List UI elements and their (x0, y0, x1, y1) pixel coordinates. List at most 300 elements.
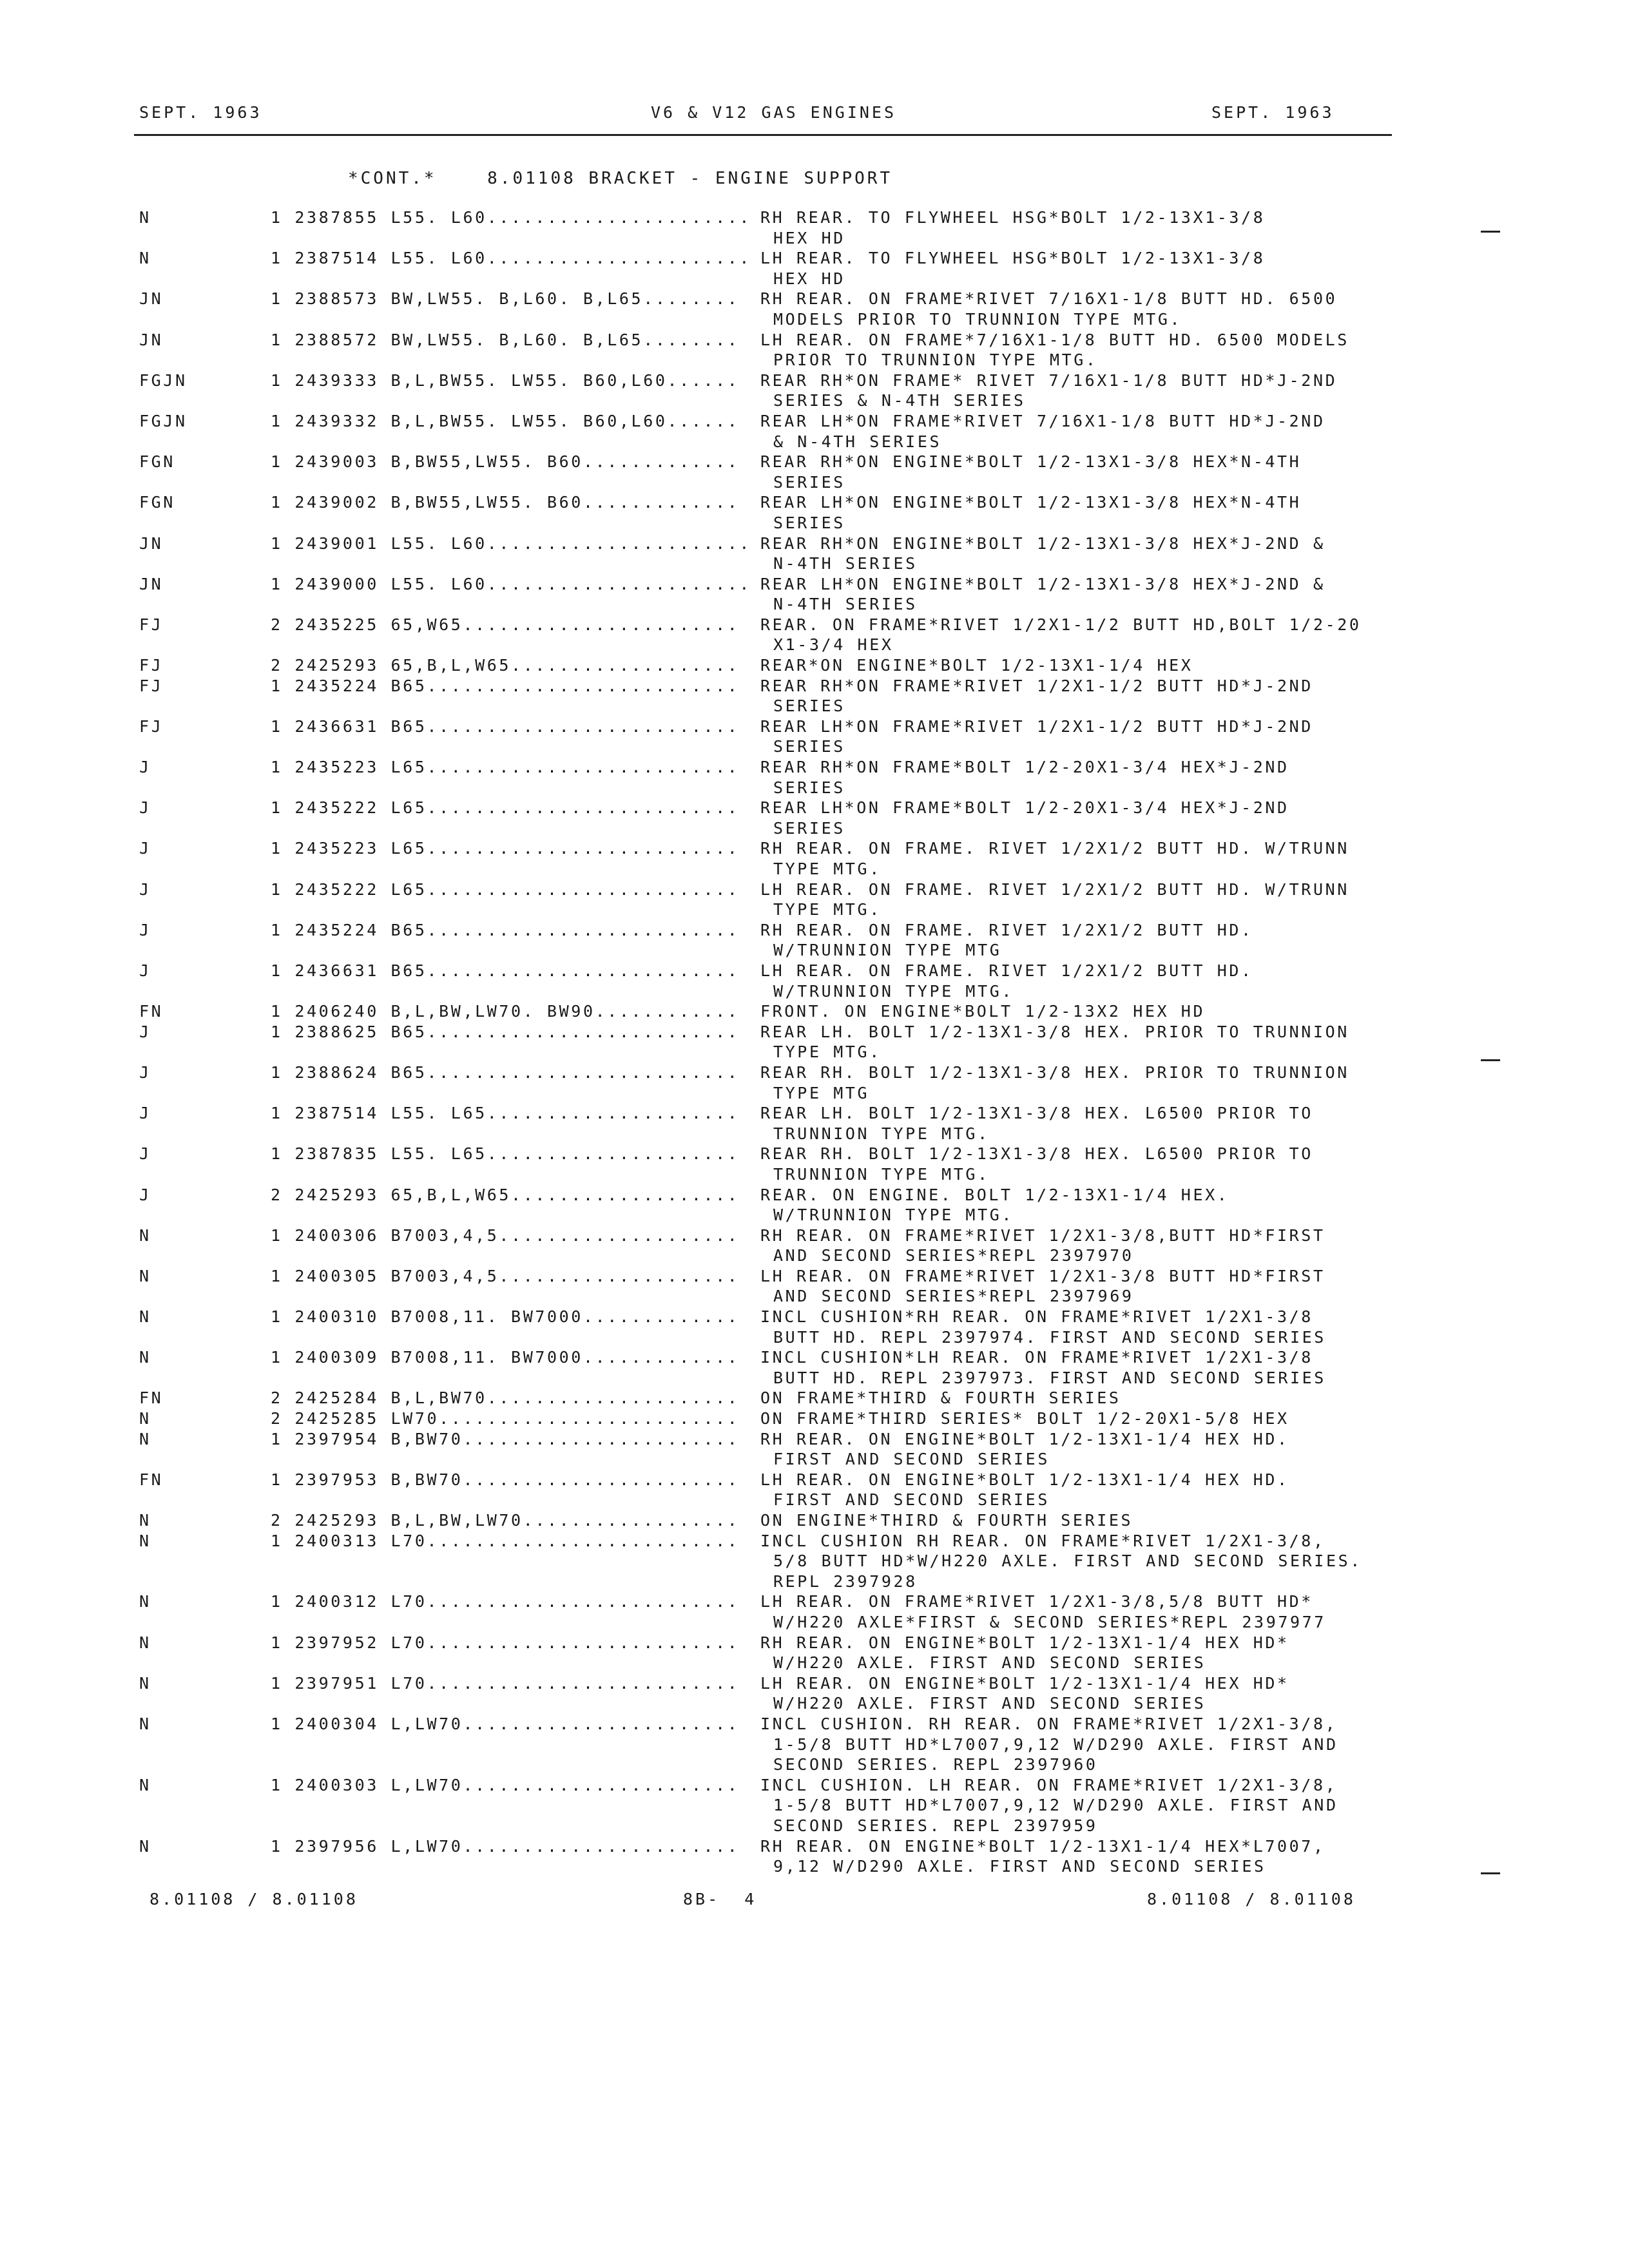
model-code: JN (139, 289, 164, 309)
table-row (0, 1836, 1629, 1877)
application: B65.......................... (390, 920, 740, 939)
part-number: 2436631 (294, 961, 379, 980)
qty-part-app (271, 492, 739, 513)
qty-part-app (271, 1836, 739, 1857)
description: REAR RH*ON ENGINE*BOLT 1/2-13X1-3/8 HEX*N-4TH (760, 452, 1302, 472)
quantity: 1 (271, 920, 283, 939)
description-continued: N-4TH SERIES (773, 595, 918, 614)
part-number: 2400305 (294, 1266, 379, 1285)
model-code: N (139, 1348, 151, 1367)
quantity: 1 (271, 676, 283, 695)
table-row (0, 248, 1629, 289)
application: B65.......................... (390, 676, 740, 695)
quantity: 1 (271, 1225, 283, 1245)
application: B,L,BW55. LW55. B60,L60...... (390, 411, 740, 430)
table-row (0, 961, 1629, 1001)
part-number: 2400304 (294, 1714, 379, 1733)
quantity: 1 (271, 330, 283, 349)
application: B65.......................... (390, 716, 740, 736)
qty-part-app (271, 1408, 739, 1429)
margin-tick (1481, 1872, 1500, 1874)
qty-part-app (271, 1144, 739, 1164)
description-continued: TRUNNION TYPE MTG. (773, 1124, 990, 1143)
part-number: 2425293 (294, 656, 379, 675)
model-code: JN (139, 574, 164, 593)
application: L65.......................... (390, 839, 740, 858)
model-code: J (139, 1022, 151, 1041)
model-code: N (139, 1673, 151, 1693)
quantity: 1 (271, 452, 283, 472)
part-number: 2397952 (294, 1633, 379, 1652)
model-code: J (139, 961, 151, 980)
table-row (0, 207, 1629, 248)
qty-part-app (271, 1470, 739, 1490)
qty-part-app (271, 289, 739, 309)
description-continued: SERIES (773, 737, 845, 756)
table-row (0, 1307, 1629, 1347)
model-code: N (139, 1775, 151, 1794)
part-number: 2387835 (294, 1144, 379, 1164)
quantity: 1 (271, 1836, 283, 1856)
application: B7008,11. BW7000............. (390, 1348, 740, 1367)
part-number: 2397953 (294, 1470, 379, 1489)
description-continued: TYPE MTG (773, 1083, 870, 1102)
part-number: 2400303 (294, 1775, 379, 1794)
table-row (0, 1633, 1629, 1673)
qty-part-app (271, 1388, 739, 1408)
part-number: 2435223 (294, 839, 379, 858)
description-continued: TYPE MTG. (773, 1043, 882, 1062)
model-code: J (139, 798, 151, 818)
application: B,L,BW55. LW55. B60,L60...... (390, 370, 740, 390)
quantity: 1 (271, 1266, 283, 1285)
quantity: 2 (271, 1511, 283, 1530)
part-number: 2439001 (294, 533, 379, 553)
application: L,LW70....................... (390, 1714, 740, 1733)
description-continued: HEX HD (773, 228, 845, 247)
quantity: 1 (271, 961, 283, 980)
quantity: 1 (271, 879, 283, 899)
table-row (0, 879, 1629, 920)
table-row (0, 574, 1629, 615)
model-code: N (139, 1225, 151, 1245)
qty-part-app (271, 716, 739, 737)
quantity: 1 (271, 411, 283, 430)
description-continued: AND SECOND SERIES*REPL 2397969 (773, 1287, 1134, 1306)
qty-part-app (271, 920, 739, 941)
description-continued: SECOND SERIES. REPL 2397959 (773, 1816, 1098, 1835)
application: 65,B,L,W65................... (390, 1185, 740, 1204)
application: B,BW55,LW55. B60............. (390, 493, 740, 512)
quantity: 1 (271, 249, 283, 268)
application: BW,LW55. B,L60. B,L65........ (390, 289, 740, 309)
description: LH REAR. TO FLYWHEEL HSG*BOLT 1/2-13X1-3/8 (760, 249, 1266, 268)
description-continued: SERIES (773, 697, 845, 716)
description-continued: W/TRUNNION TYPE MTG (773, 941, 1002, 960)
model-code: J (139, 1185, 151, 1204)
quantity: 1 (271, 1592, 283, 1611)
description: REAR. ON ENGINE. BOLT 1/2-13X1-1/4 HEX. (760, 1185, 1229, 1204)
model-code: J (139, 920, 151, 939)
description-continued: SERIES (773, 778, 845, 797)
qty-part-app (271, 411, 739, 432)
model-code: J (139, 758, 151, 777)
application: L,LW70....................... (390, 1836, 740, 1856)
table-row (0, 1388, 1629, 1408)
part-number: 2425293 (294, 1185, 379, 1204)
model-code: N (139, 1429, 151, 1448)
application: 65,B,L,W65................... (390, 656, 740, 675)
model-code: FGJN (139, 411, 188, 430)
table-row (0, 1591, 1629, 1632)
qty-part-app (271, 1307, 739, 1327)
part-number: 2439000 (294, 574, 379, 593)
quantity: 1 (271, 1714, 283, 1733)
description: REAR RH*ON FRAME* RIVET 7/16X1-1/8 BUTT HD*J-2ND (760, 370, 1338, 390)
qty-part-app (271, 838, 739, 859)
application: L55. L65..................... (390, 1144, 740, 1164)
part-number: 2387514 (294, 249, 379, 268)
description-continued: HEX HD (773, 269, 845, 288)
quantity: 1 (271, 1062, 283, 1082)
quantity: 1 (271, 1002, 283, 1021)
quantity: 1 (271, 1104, 283, 1123)
description-continued: 1-5/8 BUTT HD*L7007,9,12 W/D290 AXLE. FIRST AND (773, 1735, 1338, 1754)
description: REAR RH. BOLT 1/2-13X1-3/8 HEX. PRIOR TO TRUNNION (760, 1062, 1349, 1082)
qty-part-app (271, 330, 739, 351)
description: REAR RH*ON ENGINE*BOLT 1/2-13X1-3/8 HEX*J-2ND & (760, 533, 1325, 553)
description: ON FRAME*THIRD & FOURTH SERIES (760, 1389, 1121, 1408)
description-continued: W/H220 AXLE*FIRST & SECOND SERIES*REPL 2397977 (773, 1612, 1326, 1631)
part-number: 2439003 (294, 452, 379, 472)
application: B65.......................... (390, 1062, 740, 1082)
model-code: FGN (139, 452, 175, 472)
application: L65.......................... (390, 879, 740, 899)
quantity: 1 (271, 1531, 283, 1550)
qty-part-app (271, 757, 739, 778)
table-row (0, 1531, 1629, 1592)
model-code: FN (139, 1470, 164, 1489)
qty-part-app (271, 1775, 739, 1796)
part-number: 2439333 (294, 370, 379, 390)
description-continued: MODELS PRIOR TO TRUNNION TYPE MTG. (773, 309, 1182, 329)
description: INCL CUSHION. RH REAR. ON FRAME*RIVET 1/2X1-3/8, (760, 1714, 1338, 1733)
description: RH REAR. ON FRAME. RIVET 1/2X1/2 BUTT HD. (760, 920, 1253, 939)
qty-part-app (271, 1429, 739, 1450)
application: L55. L65..................... (390, 1104, 740, 1123)
application: B7008,11. BW7000............. (390, 1307, 740, 1327)
part-number: 2400312 (294, 1592, 379, 1611)
model-code: FJ (139, 676, 164, 695)
table-row (0, 1429, 1629, 1470)
model-code: N (139, 208, 151, 227)
application: BW,LW55. B,L60. B,L65........ (390, 330, 740, 349)
qty-part-app (271, 1266, 739, 1287)
application: L70.......................... (390, 1531, 740, 1550)
application: L,LW70....................... (390, 1775, 740, 1794)
quantity: 1 (271, 798, 283, 818)
model-code: J (139, 1062, 151, 1082)
part-number: 2388625 (294, 1022, 379, 1041)
part-number: 2400310 (294, 1307, 379, 1327)
qty-part-app (271, 1633, 739, 1653)
margin-tick (1481, 231, 1500, 233)
qty-part-app (271, 248, 751, 269)
model-code: FGN (139, 493, 175, 512)
application: B7003,4,5.................... (390, 1266, 740, 1285)
table-row (0, 1470, 1629, 1510)
model-code: N (139, 1714, 151, 1733)
qty-part-app (271, 615, 739, 635)
description-continued: 5/8 BUTT HD*W/H220 AXLE. FIRST AND SECOND SERIES. (773, 1552, 1362, 1571)
quantity: 2 (271, 1185, 283, 1204)
part-number: 2439002 (294, 493, 379, 512)
model-code: N (139, 1633, 151, 1652)
description: LH REAR. ON FRAME*RIVET 1/2X1-3/8,5/8 BUTT HD* (760, 1592, 1313, 1611)
table-row (0, 1022, 1629, 1062)
table-row (0, 655, 1629, 676)
model-code: N (139, 1531, 151, 1550)
part-number: 2397954 (294, 1429, 379, 1448)
model-code: N (139, 249, 151, 268)
quantity: 1 (271, 1348, 283, 1367)
description: REAR. ON FRAME*RIVET 1/2X1-1/2 BUTT HD,BOLT 1/2-20 (760, 615, 1362, 634)
table-row (0, 1347, 1629, 1388)
application: L55. L60...................... (390, 574, 752, 593)
description: RH REAR. ON FRAME*RIVET 1/2X1-3/8,BUTT HD*FIRST (760, 1225, 1325, 1245)
description-continued: 9,12 W/D290 AXLE. FIRST AND SECOND SERIES (773, 1857, 1266, 1876)
model-code: FN (139, 1389, 164, 1408)
header-rule (134, 134, 1392, 136)
description: RH REAR. ON ENGINE*BOLT 1/2-13X1-1/4 HEX HD. (760, 1429, 1289, 1448)
application: L65.......................... (390, 798, 740, 818)
part-number: 2397951 (294, 1673, 379, 1693)
application: B,L,BW70..................... (390, 1389, 740, 1408)
model-code: J (139, 839, 151, 858)
description: FRONT. ON ENGINE*BOLT 1/2-13X2 HEX HD (760, 1002, 1206, 1021)
qty-part-app (271, 676, 739, 697)
qty-part-app (271, 1062, 739, 1083)
part-number: 2406240 (294, 1002, 379, 1021)
table-row (0, 1062, 1629, 1103)
part-number: 2387514 (294, 1104, 379, 1123)
quantity: 1 (271, 1429, 283, 1448)
description: LH REAR. ON FRAME. RIVET 1/2X1/2 BUTT HD. W/TRUNN (760, 879, 1349, 899)
table-row (0, 716, 1629, 757)
part-number: 2388624 (294, 1062, 379, 1082)
application: B,BW70....................... (390, 1429, 740, 1448)
model-code: FN (139, 1002, 164, 1021)
model-code: J (139, 1104, 151, 1123)
description: RH REAR. ON FRAME. RIVET 1/2X1/2 BUTT HD. W/TRUNN (760, 839, 1349, 858)
qty-part-app (271, 452, 739, 472)
description-continued: & N-4TH SERIES (773, 432, 942, 451)
application: B,BW55,LW55. B60............. (390, 452, 740, 472)
part-number: 2435223 (294, 758, 379, 777)
description-continued: W/H220 AXLE. FIRST AND SECOND SERIES (773, 1653, 1206, 1673)
application: L70.......................... (390, 1592, 740, 1611)
qty-part-app (271, 574, 751, 595)
description-continued: TRUNNION TYPE MTG. (773, 1164, 990, 1184)
qty-part-app (271, 798, 739, 818)
model-code: N (139, 1266, 151, 1285)
description: REAR LH*ON ENGINE*BOLT 1/2-13X1-3/8 HEX*J-2ND & (760, 574, 1325, 593)
table-row (0, 615, 1629, 655)
table-row (0, 920, 1629, 961)
part-number: 2439332 (294, 411, 379, 430)
table-row (0, 1225, 1629, 1266)
description-continued: FIRST AND SECOND SERIES (773, 1490, 1050, 1510)
table-row (0, 411, 1629, 452)
table-row (0, 1714, 1629, 1775)
quantity: 2 (271, 1409, 283, 1428)
model-code: N (139, 1409, 151, 1428)
description: LH REAR. ON FRAME. RIVET 1/2X1/2 BUTT HD. (760, 961, 1253, 980)
table-row (0, 330, 1629, 370)
part-number: 2435224 (294, 676, 379, 695)
model-code: J (139, 879, 151, 899)
qty-part-app (271, 1591, 739, 1612)
quantity: 1 (271, 1633, 283, 1652)
description-continued: W/TRUNNION TYPE MTG. (773, 981, 1014, 1001)
qty-part-app (271, 1347, 739, 1368)
quantity: 1 (271, 370, 283, 390)
qty-part-app (271, 533, 751, 554)
description: INCL CUSHION RH REAR. ON FRAME*RIVET 1/2X1-3/8, (760, 1531, 1325, 1550)
table-row (0, 676, 1629, 716)
quantity: 1 (271, 716, 283, 736)
model-code: FJ (139, 716, 164, 736)
description-continued: BUTT HD. REPL 2397974. FIRST AND SECOND SERIES (773, 1327, 1326, 1347)
table-row (0, 452, 1629, 492)
description-continued: SERIES (773, 818, 845, 838)
description-continued: SERIES & N-4TH SERIES (773, 391, 1026, 410)
header-date-right: SEPT. 1963 (1211, 103, 1335, 122)
quantity: 1 (271, 493, 283, 512)
description-continued: N-4TH SERIES (773, 554, 918, 573)
table-row (0, 1266, 1629, 1307)
model-code: N (139, 1836, 151, 1856)
table-row (0, 1673, 1629, 1714)
application: L70.......................... (390, 1673, 740, 1693)
quantity: 2 (271, 615, 283, 634)
header-date-left: SEPT. 1963 (139, 103, 262, 122)
quantity: 1 (271, 1144, 283, 1164)
application: B,BW70....................... (390, 1470, 740, 1489)
description-continued: REPL 2397928 (773, 1571, 918, 1591)
quantity: 1 (271, 839, 283, 858)
description: LH REAR. ON FRAME*7/16X1-1/8 BUTT HD. 6500 MODELS (760, 330, 1349, 349)
qty-part-app (271, 1103, 739, 1124)
description: RH REAR. ON ENGINE*BOLT 1/2-13X1-1/4 HEX HD* (760, 1633, 1289, 1652)
part-number: 2400313 (294, 1531, 379, 1550)
quantity: 1 (271, 758, 283, 777)
quantity: 1 (271, 208, 283, 227)
quantity: 2 (271, 1389, 283, 1408)
application: L55. L60...................... (390, 533, 752, 553)
description: INCL CUSHION*RH REAR. ON FRAME*RIVET 1/2X1-3/8 (760, 1307, 1313, 1327)
part-number: 2425284 (294, 1389, 379, 1408)
description-continued: W/TRUNNION TYPE MTG. (773, 1206, 1014, 1225)
part-number: 2425285 (294, 1409, 379, 1428)
description-continued: FIRST AND SECOND SERIES (773, 1450, 1050, 1469)
footer-ref-right: 8.01108 / 8.01108 (1147, 1890, 1356, 1908)
part-number: 2435225 (294, 615, 379, 634)
application: L55. L60...................... (390, 249, 752, 268)
model-code: JN (139, 330, 164, 349)
application: 65,W65....................... (390, 615, 740, 634)
header-title: V6 & V12 GAS ENGINES (651, 103, 897, 122)
description-continued: W/H220 AXLE. FIRST AND SECOND SERIES (773, 1694, 1206, 1713)
description-continued: X1-3/4 HEX (773, 635, 894, 655)
qty-part-app (271, 961, 739, 981)
parts-list (0, 207, 1629, 1877)
part-number: 2435222 (294, 879, 379, 899)
description-continued: TYPE MTG. (773, 860, 882, 878)
part-number: 2388573 (294, 289, 379, 309)
description-continued: 1-5/8 BUTT HD*L7007,9,12 W/D290 AXLE. FIRST AND (773, 1796, 1338, 1815)
qty-part-app (271, 1022, 739, 1043)
table-row (0, 1103, 1629, 1144)
description-continued: SERIES (773, 472, 845, 492)
table-row (0, 1775, 1629, 1836)
description-continued: AND SECOND SERIES*REPL 2397970 (773, 1246, 1134, 1265)
table-row (0, 1408, 1629, 1429)
qty-part-app (271, 879, 739, 900)
model-code: N (139, 1307, 151, 1327)
application: L65.......................... (390, 758, 740, 777)
description: REAR RH. BOLT 1/2-13X1-3/8 HEX. L6500 PRIOR TO (760, 1144, 1313, 1164)
part-number: 2435222 (294, 798, 379, 818)
qty-part-app (271, 1185, 739, 1206)
qty-part-app (271, 655, 739, 676)
part-number: 2425293 (294, 1511, 379, 1530)
quantity: 1 (271, 574, 283, 593)
model-code: N (139, 1592, 151, 1611)
qty-part-app (271, 1531, 739, 1552)
description: RH REAR. TO FLYWHEEL HSG*BOLT 1/2-13X1-3/8 (760, 208, 1266, 227)
model-code: JN (139, 533, 164, 553)
qty-part-app (271, 1510, 739, 1531)
part-number: 2436631 (294, 716, 379, 736)
table-row (0, 757, 1629, 798)
description: RH REAR. ON ENGINE*BOLT 1/2-13X1-1/4 HEX*L7007, (760, 1836, 1325, 1856)
description: LH REAR. ON ENGINE*BOLT 1/2-13X1-1/4 HEX HD* (760, 1673, 1289, 1693)
model-code: FGJN (139, 370, 188, 390)
description-continued: BUTT HD. REPL 2397973. FIRST AND SECOND SERIES (773, 1368, 1326, 1387)
application: B7003,4,5.................... (390, 1225, 740, 1245)
description-continued: TYPE MTG. (773, 900, 882, 919)
quantity: 1 (271, 1022, 283, 1041)
part-number: 2435224 (294, 920, 379, 939)
application: B,L,BW,LW70.................. (390, 1511, 740, 1530)
description: REAR LH*ON ENGINE*BOLT 1/2-13X1-3/8 HEX*N-4TH (760, 493, 1302, 512)
table-row (0, 838, 1629, 879)
description-continued: SECOND SERIES. REPL 2397960 (773, 1755, 1098, 1774)
table-row (0, 1185, 1629, 1225)
description: REAR RH*ON FRAME*BOLT 1/2-20X1-3/4 HEX*J-2ND (760, 758, 1289, 777)
description: LH REAR. ON ENGINE*BOLT 1/2-13X1-1/4 HEX HD. (760, 1470, 1289, 1489)
description: REAR LH*ON FRAME*BOLT 1/2-20X1-3/4 HEX*J-2ND (760, 798, 1289, 818)
description-continued: SERIES (773, 513, 845, 532)
table-row (0, 1144, 1629, 1184)
description: ON FRAME*THIRD SERIES* BOLT 1/2-20X1-5/8 HEX (760, 1409, 1289, 1428)
table-row (0, 1510, 1629, 1531)
quantity: 1 (271, 1673, 283, 1693)
description: REAR*ON ENGINE*BOLT 1/2-13X1-1/4 HEX (760, 656, 1193, 675)
part-number: 2400306 (294, 1225, 379, 1245)
application: L55. L60...................... (390, 208, 752, 227)
